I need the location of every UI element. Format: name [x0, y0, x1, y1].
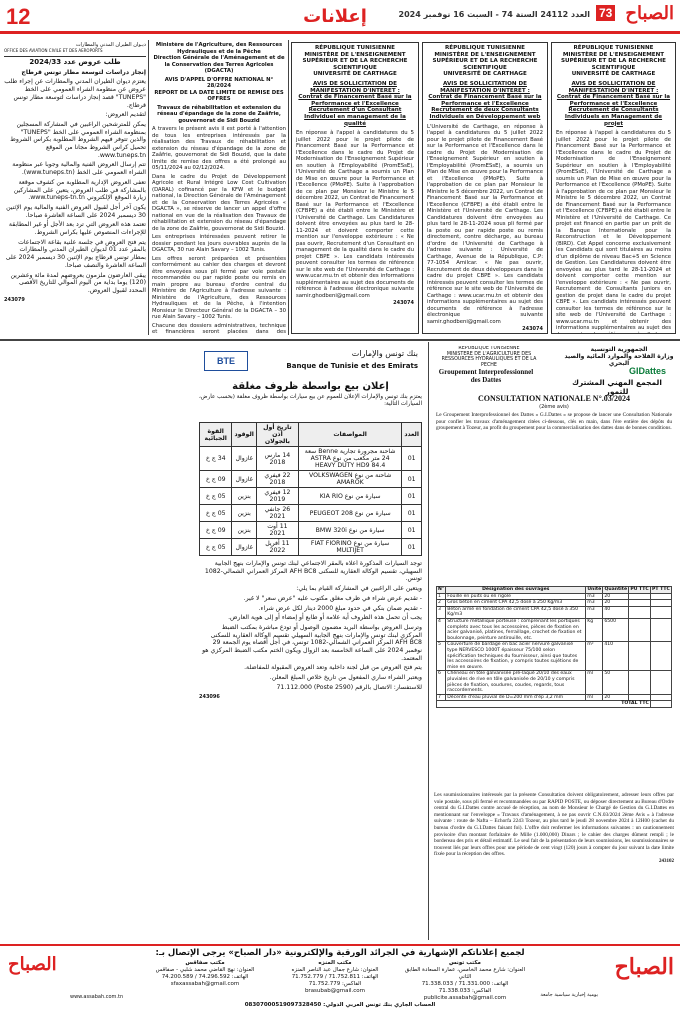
gid-org-fr: Groupement Interprofessionnel des Dattes: [438, 368, 534, 384]
brand-name: الصباح: [625, 3, 674, 24]
table-cell: شاحنة من نوع VOLKSWAGEN AMAROK: [298, 471, 401, 488]
table-cell: Couverture de bardage en bac acier nervuré galvanisé type NERVESCO 1000T épaisseur 75/100 selon spécification techniques du fournisseur, ainsi que toutes les accessoires de fixation, y compris toutes sujétions de mise en œuvre.: [446, 642, 586, 671]
oaca-paragraph: يمكن للمترشحين الراغبين في المشاركة المسجلين بمنظومة الشراء العمومي على الخط "TUNEPS" والذين تتوفر فيهم الشروط المطلوبة بكراس الشروط تحميل كراس الشروط مجانا من الموقع www.tuneps.tn.: [10, 120, 146, 159]
footer-office-menzah: مكتب المنزه العنوان: شارع جمال عبد الناصر المنزه الهاتف: 71.752.811 / 71.752.779 الفاكس: 71.752.779 brasubab@gmail.com: [291, 960, 379, 994]
bte-header: [198, 347, 422, 375]
table-cell: 01: [402, 447, 422, 471]
table-cell: Fouille en puits ou en rigole: [446, 593, 586, 600]
bte-paragraph: توجد السيارات المذكورة أعلاه بالمقر الاجتماعي لبنك تونس والإمارات بنهج الجابية السهيلي، تقسيم الوكالة العقارية للسكنى AFH BC8 المركز العمراني الشمالي-1082 تونس.: [204, 560, 422, 583]
table-cell: 6: [437, 671, 446, 694]
page-number: 12: [6, 4, 31, 29]
table-header-cell: العدد: [402, 423, 422, 447]
oaca-ref: 243079: [4, 296, 25, 303]
bte-paragraph: وترسل العروض بواسطة البريد مضمون الوصول أو تودع مباشرة بمكتب الضبط المركزي لبنك تونس والإمارات بنهج الجابية السهيلي تقسيم الوكالة العقارية للسكنى AFH BC8 المركز العمراني الشمالي-1082 تونس، في أجل أقصاه يوم الجمعة 29 نوفمبر 2024 على الساعة الخامسة بعد الزوال ويكون الختم مكتب الضبط المركزي هو المعتمد.: [202, 623, 422, 662]
dgacta-body: [152, 126, 286, 334]
table-row: [437, 618, 672, 641]
gid-logo: GIDattes: [628, 366, 666, 376]
table-cell: [629, 618, 651, 641]
table-cell: 14 مارس 2018: [256, 447, 298, 471]
dgacta-paragraph: A travers le présent avis il est porté à l'attention de tous les entreprises intéressés par la réalisation des Travaux de réhabilitation et extension du réseau d'épandage de la zone de Zaâfrie, gouvernorat de Sidi Bouzid, que la date limite de remise des offres a été prolongé au 05/11/2024 au 02/12/2024.: [152, 126, 286, 171]
table-cell: [650, 671, 671, 694]
gid-intro: Le Groupement Interprofessionnel des Dattes « G.I.Dattes » se propose de lancer une Consultation Nationale pour confier les travaux d'aménagement citées ci-dessous, clés en main, dans l'ère entière des dépôts du groupement à Tozeur, au profit du groupement pour la commercialisation des dattes dans de bonnes conditions.: [436, 412, 672, 431]
table-cell: [629, 642, 651, 671]
gid-works-table: [436, 586, 672, 708]
ucar2-body: L'Université de Carthage, en réponse à l'appel à candidatures du 5 juillet 2022 pour le projet pilote de Financement Basé sur la Performance et l'Excellence dans le cadre du Projet de Modernisation de l'Enseignement Supérieur en soutien à l'Employabilité (PromESsE), a soumis un Plan de Mise en œuvre pour la Performance et l'Excellence (PMoPE). Suite à l'approbation de ce plan par Monsieur le Ministre le 5 décembre 2022, un Contrat de Financement Basé sur la Performance et l'Excellence (CFBPE) a été établi entre le Ministère et l'Université de Carthage. Les Candidatures doivent être envoyées au plus tard le 28-11-2024 sous pli fermé par la poste ou par rapide poste ou remis directement, contre décharge, au bureau d'ordre de l'Université de Carthage à l'adresse suivante : Université de Carthage, Avenue de la République, C.P: 77-1054 Amilcar. « Ne pas ouvrir, Recrutement de deux développeurs dans le cadre du projet CBPE ». Les candidats intéressés peuvent consulter les termes de référence sur le site web de l'Université de Carthage : www.ucar.rnu.tn et obtenir des informations supplémentaires au sujet des documents de référence à l'adresse électronique suivante samir.ghodbeni@gmail.com: [427, 123, 544, 325]
table-cell: 2: [437, 600, 446, 607]
table-cell: بنزين: [232, 522, 256, 539]
newspaper-logo: [596, 3, 674, 29]
table-cell: 09 ج خ: [200, 471, 232, 488]
table-row: [200, 471, 422, 488]
dgacta-paragraph: Les offres seront préparées et présentées conformément au cahier des charges et devront être envoyées sous pli fermé par voie postale recommandée ou par rapide poste ou remis en main propre au bureau d'ordre central du Ministère de l'Agriculture à l'adresse suivante : Ministère de l'Agriculture, des Ressources Hydrauliques et de la Pêche, à l'intention Monsieur le Directeur Général de la DGACTA – 30 rue Alain Savary – 1002 Tunis.: [152, 255, 286, 320]
table-cell: 40: [603, 606, 629, 618]
gid-title: CONSULTATION NATIONALE N°.03/2024: [477, 394, 631, 403]
issue-line: العدد 24112 السنة 74 - السبت 16 نوفمبر 2024: [398, 10, 590, 19]
ucar2-subtitle: Contrat de Financement Basé sur la Performance et l'Excellence Recrutement de deux Consultants Individuels en Développement web: [428, 94, 542, 120]
table-cell: غازوال: [232, 447, 256, 471]
table-cell: ml: [586, 671, 603, 694]
ucar3-body: En réponse à l'appel à candidatures du 5 juillet 2022 pour le projet pilote de Financement Basé sur la Performance et l'Excellence dans le cadre du Projet de Modernisation de l'Enseignement Supérieur en soutien à l'Employabilité (PromESsE), l'Université de Carthage a soumis un Plan de Mise en œuvre pour la Performance et l'Excellence (PMoPE). Suite à l'approbation de ce plan par Monsieur le Ministre le 5 décembre 2022, un Contrat de Financement Basé sur la Performance et l'Excellence (CFBPE) a été établi entre le Ministère et l'Université de Carthage. Ce projet est financé en partie par un prêt de la Banque Internationale pour la Reconstruction et le Développement (BIRD). Cet Appel concerne exclusivement les Candidats qui sont titulaires au moins d'un diplôme de niveau Bac+5 en Science de Gestion. Les Candidatures doivent être envoyées au plus tard le 28-11-2024 et doivent comporter cette mention sur l'enveloppe extérieure : « Ne pas ouvrir, Recrutement de Consultants Juniors en gestion de projet dans le cadre du projet CBPE ». Les candidats intéressés peuvent consulter les termes de référence sur le site web de l'Université de Carthage : www.ucar.rnu.tn et obtenir des informations supplémentaires au sujet des: [556, 130, 671, 332]
ad-gidattes: [434, 346, 674, 586]
table-cell: [650, 600, 671, 607]
oaca-paragraph: تعفى العروض الإدارية المطلوبة من كشوف موقعة بالمشاركة في طلب العروض، يتعين على المشاركين زيارة الموقع الإلكتروني www.tuneps-tn.tn.: [13, 178, 146, 202]
oaca-paragraph: يكون آخر أجل لقبول العروض الفنية والمالية يوم الإثنين 30 ديسمبر 2024 على الساعة العاشرة صباحا.: [6, 203, 146, 219]
table-cell: ml: [586, 694, 603, 701]
table-row: [200, 505, 422, 522]
bte-logo: BTE: [204, 351, 248, 371]
table-cell: Béton armé en fondation de ciment CPA 42,5 dosé à 350 Kg/m3: [446, 606, 586, 618]
table-cell: 05 ج خ: [200, 539, 232, 556]
table-row: [437, 642, 672, 671]
footer-title: لجميع إعلاناتكم الإشهارية في الجرائد الورقية والإلكترونية «دار الصباح» يرجى الإتصال بـ:: [155, 948, 525, 958]
table-cell: 410: [603, 642, 629, 671]
table-cell: 26 جانفي 2021: [256, 505, 298, 522]
table-cell: [629, 593, 651, 600]
table-cell: غازوال: [232, 471, 256, 488]
ucar1-body: En réponse à l'appel à candidatures du 5 juillet 2022 pour le projet pilote de Financement Basé sur la Performance et l'Excellence dans le cadre du Projet de Modernisation de l'Enseignement Supérieur en soutien à l'Employabilité (PromESsE), l'Université de Carthage a soumis un Plan de Mise en œuvre pour la Performance et l'Excellence (PMoPE). Suite à l'approbation de ce plan par Monsieur le Ministre le 5 décembre 2022, un Contrat de Financement Basé sur la Performance et l'Excellence (CFBPE) a été établi entre le Ministère et l'Université de Carthage. Les Candidatures doivent être envoyées au plus tard le 28-11-2024 et doivent comporter cette mention sur l'enveloppe extérieure : « Ne pas ouvrir, Recrutement d'un Consultant en management de la qualité dans le cadre du projet CBPE ». Les candidats intéressés peuvent consulter les termes de référence sur le site web de l'Université de Carthage : www.ucar.rnu.tn et obtenir des informations supplémentaires au sujet des documents de référence à l'adresse électronique suivante samir.ghodbeni@gmail.com: [296, 130, 414, 299]
table-cell: 34 ج خ: [200, 447, 232, 471]
table-row: [200, 522, 422, 539]
table-cell: بنزين: [232, 505, 256, 522]
table-cell: 4: [437, 618, 446, 641]
table-cell: Chéneau en tôle galvanisée pré-laqué 20/10 des eaux pluviales de rive en tôle galvanisée de 20/10 y compris pièces de fixation, soudures, coudes, regards, tous raccordements.: [446, 671, 586, 694]
gid-right-header: الجمهورية التونسية وزارة الفلاحة والموارد المائية والصيد البحري: [564, 346, 674, 367]
bte-vehicles-table: [199, 422, 422, 556]
table-row: [437, 606, 672, 618]
ucar3-subtitle: Contrat de Financement Basé sur la Performance et l'Excellence Recrutement de Consultants Individuels en Management de projet: [556, 94, 671, 127]
table-row: [200, 447, 422, 471]
table-row: [200, 488, 422, 505]
bte-paragraph: ويعتبر الشراء ساري المفعول من تاريخ خلاص المبلغ المعلن.: [269, 674, 422, 682]
table-cell: [650, 593, 671, 600]
bte-title: إعلان بيع بواسطة ظروف مغلقة: [232, 381, 389, 392]
ad-ucar-web: [422, 42, 548, 334]
oaca-logo-ar: ديـوان الطيران المدني والمطارات: [75, 42, 146, 48]
table-cell: 5: [437, 642, 446, 671]
dgacta-subtitle: Travaux de réhabilitation et extension du réseau d'épandage de la zone de Zaâfrie, gouvernorat de Sidi Bouzid: [157, 104, 281, 124]
oaca-paragraph: تعتمد هذه العروض التي ترد بعد الأجل أو غير المطابقة للإجراءات المنصوص عليها بكراس الشروط.: [8, 221, 146, 237]
bte-name-ar: بنك تونس والإمارات: [351, 349, 418, 358]
table-cell: شاحنة مجرورة تجارية Benne سعة 24 متر مكعب من نوع ASTRA HEAVY DUTY HD9 84.4: [298, 447, 401, 471]
ad-ucar-quality: [291, 42, 419, 334]
ucar2-head: RÉPUBLIQUE TUNISIENNE MINISTÈRE DE L'ENSEIGNEMENT SUPÉRIEUR ET DE LA RECHERCHE SCIENTIFIQUE UNIVERSITÉ DE CARTHAGE: [432, 45, 538, 78]
section-title: إعلانات: [303, 6, 367, 27]
gid-total-label: TOTAL TTC: [437, 701, 651, 708]
table-cell: [629, 600, 651, 607]
table-cell: [650, 606, 671, 618]
bte-body: [199, 560, 422, 930]
bte-paragraph: للاستفسار: الاتصال بالرقم (Poste 2590) 71.112.000: [276, 683, 422, 691]
table-cell: m3: [586, 606, 603, 618]
table-cell: [650, 642, 671, 671]
table-cell: 22 فيفري 2018: [256, 471, 298, 488]
oaca-body: [4, 78, 146, 294]
table-cell: سيارة من نوع BMW 320i: [298, 522, 401, 539]
table-cell: 1: [437, 593, 446, 600]
table-header-cell: تاريخ أول أذن بالجولان: [256, 423, 298, 447]
table-cell: [629, 606, 651, 618]
table-cell: 11 أفريل 2022: [256, 539, 298, 556]
ucar1-title: AVIS DE SOLLICITATION DE MANIFESTATION D'INTERET :: [310, 80, 400, 94]
gid-org-ar: المجمع المهني المشترك للتمور: [572, 378, 662, 396]
dgacta-paragraph: Chacune des dossiers administratives, technique et financières seront placées dans des: [152, 322, 286, 334]
table-cell: 01: [402, 488, 422, 505]
table-cell: 20: [603, 593, 629, 600]
bte-paragraph: يجب أن تحمل هذه الظروف أية علامة أو طابع أو إمضاء أو إلى هوية العارض.: [228, 614, 422, 622]
table-row: [437, 600, 672, 607]
oaca-subject: إنجاز دراسات لتوسعة مطار تونس قرطاج: [21, 68, 146, 76]
footer-brand-logo: الصباح: [614, 954, 674, 980]
table-header-cell: القوة الجبائية: [200, 423, 232, 447]
brand-number: 73: [596, 5, 615, 21]
bte-title-block: [199, 380, 422, 420]
table-header-cell: PT TTC: [652, 587, 670, 592]
table-cell: 12 فيفري 2019: [256, 488, 298, 505]
oaca-paragraph: يعتزم ديوان الطيران المدني والمطارات عن إجراء طلب عروض عن منظومة الشراء العمومي على الخط "TUNEPS" قصد إنجاز دراسات لتوسعة مطار تونس قرطاج.: [4, 78, 146, 109]
ad-ucar-pm: [551, 42, 676, 334]
oaca-title: طلب عروض عدد 2024/33: [29, 58, 121, 66]
bte-paragraph: يتم فتح العروض من قبل لجنة داخلية وتعد العروض المقبولة للمفاضلة.: [244, 664, 422, 672]
footer-office-sfax: مكتب صفاقس العنوان: نهج القاضي محمد شلبي - صفاقس الهاتف: 74.296.592 / 74.200.589 sfaxassabah@gmail.com: [155, 960, 255, 987]
table-cell: 09 ج خ: [200, 522, 232, 539]
table-row: [200, 539, 422, 556]
table-header-cell: Quantité: [604, 587, 628, 592]
oaca-paragraph: يبقى العارضون ملزمون بعروضهم لمدة مائة وعشرين (120) يوما بداية من اليوم الموالي للتاريخ الأقصى المحدد لقبول العروض.: [10, 271, 146, 294]
table-header-cell: N°: [438, 587, 445, 592]
ucar1-head: RÉPUBLIQUE TUNISIENNE MINISTÈRE DE L'ENSEIGNEMENT SUPÉRIEUR ET DE LA RECHERCHE SCIENTIFIQUE UNIVERSITÉ DE CARTHAGE: [302, 45, 408, 78]
table-row: [437, 593, 672, 600]
table-header-cell: الوقود: [232, 423, 256, 447]
table-row: [437, 671, 672, 694]
table-cell: 7: [437, 694, 446, 701]
bte-paragraph: ويتعين على الراغبين في المشاركة القيام بما يلي:: [296, 585, 422, 593]
ucar1-ref: 243074: [393, 300, 414, 307]
table-cell: 20: [603, 694, 629, 701]
table-header-cell: Désignation des ouvrages: [446, 587, 586, 594]
dgacta-paragraph: Dans le cadre du Projet de Développement Agricole et Rural Intégré Low Cost Cultivation (DARAL) cofinancé par la KFW et le budget national, la Direction Générale de l'Aménagement et de la Conservation des Terres Agricoles « DGACTA », se réserve de lancer un appel d'offre national en vue de la réalisation des Travaux de réhabilitation et extension du réseau d'épandage de la zone de Zaâfrie, gouvernorat de Sidi Bouzid.: [152, 173, 286, 232]
table-cell: 20: [603, 600, 629, 607]
bte-intro: يعتزم بنك تونس والإمارات الإعلان للعموم عن بيع سيارات بواسطة ظروف مغلقة (بحسب عارض، السيارات التالية:: [199, 394, 422, 407]
table-cell: سيارة من نوع PEUGEOT 208: [298, 505, 401, 522]
bte-paragraph: - تقديم عرض شراء في ظرف مغلق مكتوب عليه "عرض سعر" لا غير.: [243, 594, 422, 602]
bte-name-fr: Banque de Tunisie et des Emirats: [286, 362, 418, 370]
table-header-cell: المواصفات: [298, 423, 401, 447]
table-cell: 05 ج خ: [200, 505, 232, 522]
table-cell: بنزين: [232, 488, 256, 505]
page-header: [0, 0, 680, 34]
ucar3-head: RÉPUBLIQUE TUNISIENNE MINISTÈRE DE L'ENSEIGNEMENT SUPÉRIEUR ET DE LA RECHERCHE SCIENTIFIQUE UNIVERSITÉ DE CARTHAGE: [561, 45, 666, 78]
table-cell: 01: [402, 522, 422, 539]
table-cell: 6500: [603, 618, 629, 641]
table-cell: m3: [586, 593, 603, 600]
footer-website: www.assabah.com.tn: [70, 994, 124, 1000]
table-cell: [650, 694, 671, 701]
table-cell: [629, 694, 651, 701]
table-cell: Décente d'eau pluvial de D=200 mm d'ép 3,2 mm: [446, 694, 586, 701]
oaca-paragraph: لتقديم العروض:: [105, 111, 146, 119]
gid-ref: 243102: [659, 858, 674, 864]
table-cell: Gros béton en ciment CPA 42,5 dosé à 250 Kg/m3: [446, 600, 586, 607]
dgacta-paragraph: Les entreprises intéressées peuvent retirer le dossier pendant les jours ouvrables auprès de la DGACTA, 30 rue Alain Savary – 1002 Tunis.: [152, 234, 286, 253]
table-cell: 01: [402, 505, 422, 522]
ucar3-title: AVIS DE SOLLICITATION DE MANIFESTATION D'INTERET :: [568, 80, 659, 94]
footer-bank-account: الحساب الجاري بنك تونس العربي الدولي: 08307000519097328450: [244, 1002, 436, 1008]
ucar2-title: AVIS DE SOLLICITATION DE MANIFESTATION D'INTERET :: [440, 80, 530, 94]
table-header-cell: Unité: [587, 587, 602, 592]
table-cell: 11 أوت 2021: [256, 522, 298, 539]
oaca-logo-fr: OFFICE DES AVIATION CIVILE ET DES AEROPORTS: [4, 48, 103, 53]
footer-brand-logo-2: الصباح: [8, 954, 57, 975]
table-cell: m3: [586, 600, 603, 607]
gid-body-text: Les soumissionnaires intéressés par la présente Consultation doivent obligatoirement, adresser leurs offres par voie postale, sous pli fermé et recommandées ou par RAPID POSTE, ou déposer directement au Bureau d'Ordre central du G.I.Dattes contre accusé de réception, au nom de Monsieur le Chargé de Gestion du G.I.Dattes en mentionnant sur l'enveloppe « Travaux d'aménagement, à ne pas ouvrir C.N.03/2024 2ème Avis » à l'adresse suivante : route de Nafta – Echorfa 2243 Tozeur, au plus tard le jeudi 28 novembre 2024 à 12H00 (cachet du bureau d'ordre du G.I.Dattes faisant foi). L'offre doit renfermer les informations suivantes : un cautionnement provisoire d'un montant forfaitaire de Mille (1.000,000) Dinars ; le cahier des charges dûment rempli ; le bordereau des prix et détail estimatif. Le seul fait de la présentation de leurs soumissions, les soumissionnaires se trouvent liés par leurs offres pour une période de cent vingt (120) jours à compter du jour suivant la date limite fixée pour la réception des offres. 243102: [434, 792, 674, 864]
table-cell: سيارة من نوع KIA RIO: [298, 488, 401, 505]
dgacta-header: Ministère de l'Agriculture, des Ressources Hydrauliques et de la Pêche Direction Générale de l'Aménagement et de la Conservation des Terres Agricoles (DGACTA): [153, 42, 285, 74]
footer-tagline: يومية إخبارية سياسية جامعة: [540, 992, 598, 998]
oaca-paragraph: يتم فتح العروض في جلسة علنية بقاعة الاجتماعات بالمقر عدد 01 لديوان الطيران المدني والمطارات بمطار تونس قرطاج يوم الإثنين 30 ديسمبر 2024 على الساعة العاشرة والنصف صباحا.: [5, 238, 146, 269]
table-header-cell: PU TTC: [630, 587, 649, 592]
table-cell: [650, 618, 671, 641]
table-cell: Kg: [586, 618, 603, 641]
ucar2-ref: 243074: [522, 326, 543, 333]
ad-dgacta: [152, 42, 286, 334]
table-cell: 01: [402, 471, 422, 488]
table-cell: 50: [603, 671, 629, 694]
ucar1-subtitle: Contrat de Financement Basé sur la Performance et l'Excellence Recrutement d'un Consultant Individuel en management de la qualité: [298, 94, 412, 127]
table-cell: Structure métallique porteuse : comprenant les portiques complets avec tous les accessoires, pièces de fixation en acier galvanisé, platines, ferraillage, crochet de fixation et boulonnage, peinture antirouille, etc.: [446, 618, 586, 641]
footer-office-tunis: مكتب تونس العنوان: شارع محمد الخامس، عمارة السعادة الطابق الثاني الهاتف: 71.331.000 / 71.338.033 الفاكس: 71.338.033 publicite.assabah@gmail.com: [404, 960, 526, 1001]
dgacta-title: AVIS D'APPEL D'OFFRE NATIONAL N° 28/2024 REPORT DE LA DATE LIMITE DE REMISE DES OFFRES: [154, 76, 284, 102]
table-cell: 05 ج خ: [200, 488, 232, 505]
gid-left-header: REPUBLIQUE TUNISIENNE MINISTERE DE L'AGRICULTURE DES RESSOURCES HYDRAULIQUES ET DE LA PECHE: [441, 346, 537, 368]
page-footer: [0, 944, 680, 1013]
oaca-paragraph: تتم إرسال العروض الفنية والمالية وجوبا عبر منظومة الشراء العمومي على الخط (www.tuneps.tn).: [12, 161, 146, 177]
table-cell: m²: [586, 642, 603, 671]
table-cell: غازوال: [232, 539, 256, 556]
bte-paragraph: - تقديم ضمان بنكي في حدود مبلغ 2000 دينار لكل عرض شراء.: [258, 604, 422, 612]
ad-oaca: [4, 42, 146, 332]
table-row: [437, 694, 672, 701]
table-cell: [629, 671, 651, 694]
table-cell: 3: [437, 606, 446, 618]
table-cell: 01: [402, 539, 422, 556]
bte-ref: 243096: [199, 693, 220, 700]
table-cell: سيارة من نوع FIAT FIORINO MULTIJET: [298, 539, 401, 556]
gid-edition: (2ème avis): [539, 404, 569, 410]
